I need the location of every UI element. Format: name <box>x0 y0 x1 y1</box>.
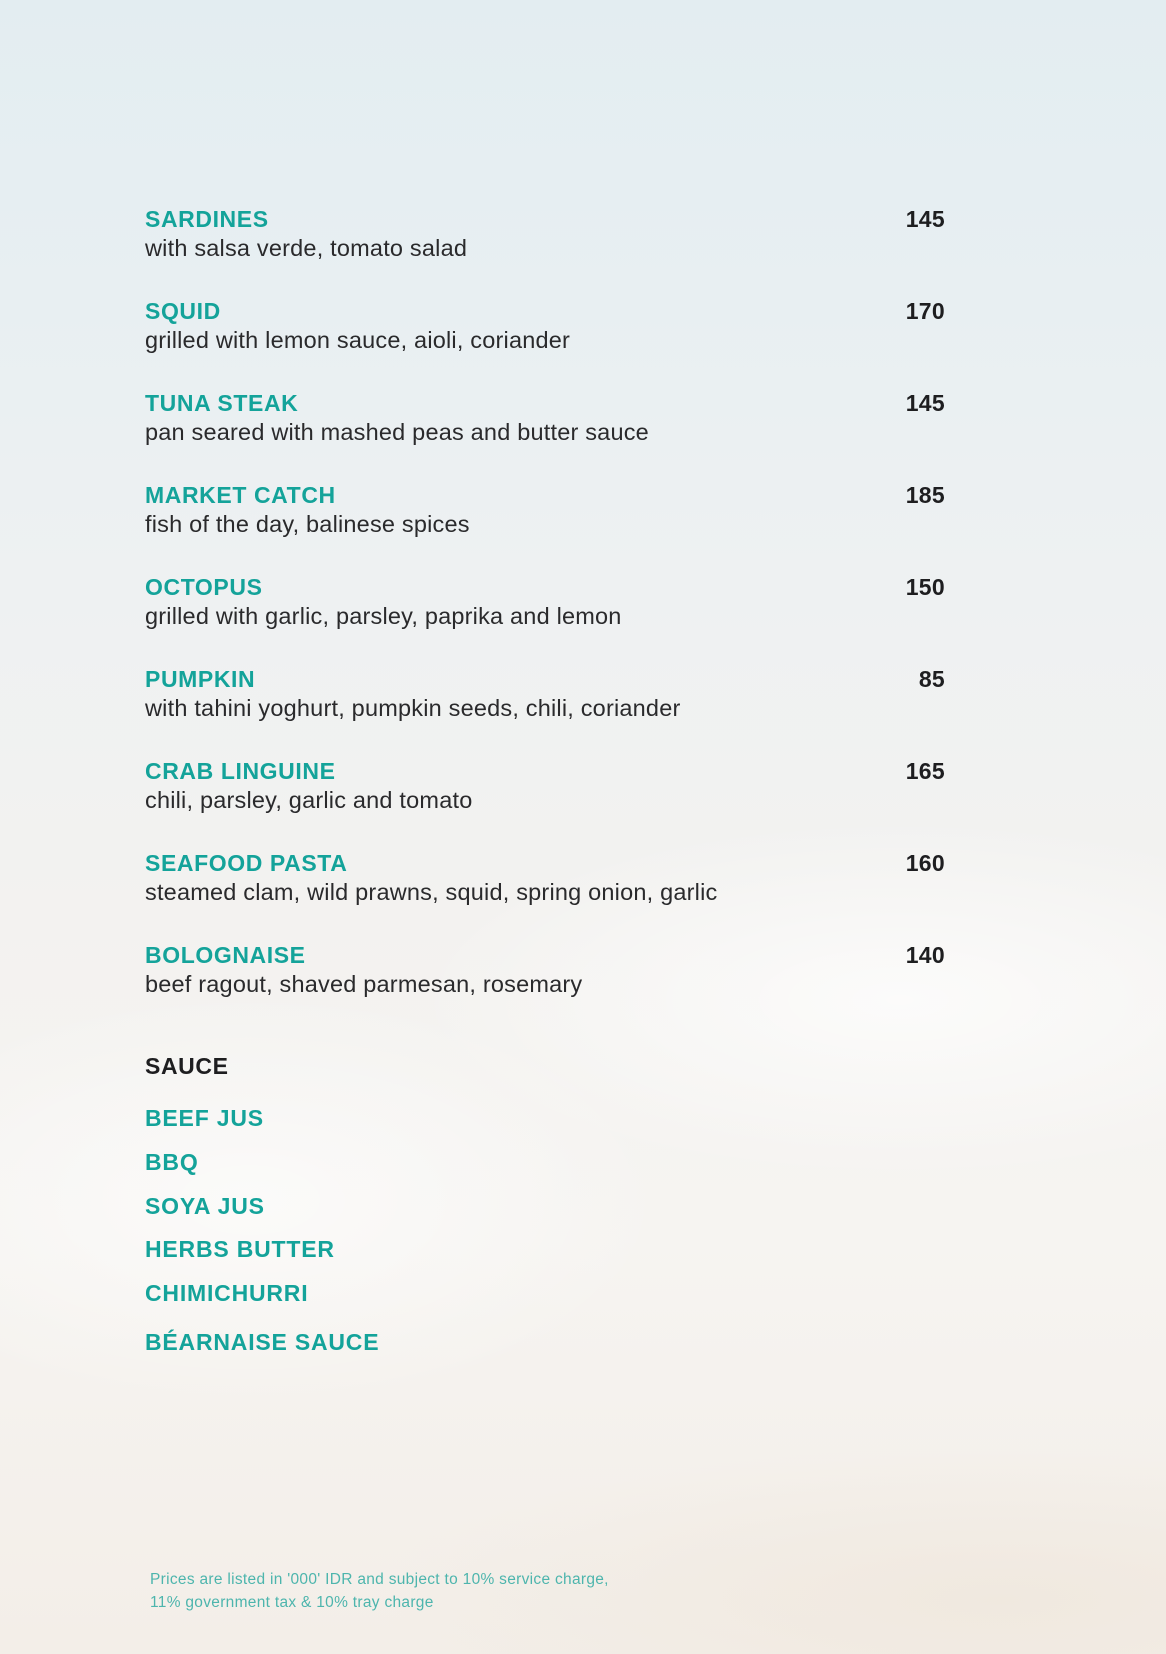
menu-item-pumpkin <box>145 666 945 740</box>
menu-item-crab-linguine <box>145 758 945 832</box>
item-price: 160 <box>905 850 945 876</box>
item-name: CRAB LINGUINE <box>145 758 336 784</box>
item-description: with tahini yoghurt, pumpkin seeds, chili, coriander <box>145 695 681 721</box>
item-name: SEAFOOD PASTA <box>145 850 348 876</box>
item-price: 140 <box>905 942 945 968</box>
item-description: steamed clam, wild prawns, squid, spring onion, garlic <box>145 879 718 905</box>
item-name: SQUID <box>145 298 221 324</box>
item-price: 145 <box>905 390 945 416</box>
sauce-item: CHIMICHURRI <box>145 1280 309 1306</box>
item-price: 185 <box>905 482 945 508</box>
price-disclaimer <box>150 1568 609 1614</box>
item-price: 145 <box>905 206 945 232</box>
item-name: BOLOGNAISE <box>145 942 306 968</box>
item-name: PUMPKIN <box>145 666 256 692</box>
menu-item-octopus <box>145 574 945 648</box>
sauce-item: BEEF JUS <box>145 1105 264 1131</box>
sauce-item: HERBS BUTTER <box>145 1236 335 1262</box>
menu-item-squid <box>145 298 945 372</box>
item-price: 165 <box>905 758 945 784</box>
sauce-item: BBQ <box>145 1149 199 1175</box>
item-description: chili, parsley, garlic and tomato <box>145 787 473 813</box>
menu-item-bolognaise <box>145 942 945 1016</box>
menu-item-seafood-pasta <box>145 850 945 924</box>
item-description: with salsa verde, tomato salad <box>145 235 468 261</box>
menu-item-market-catch <box>145 482 945 556</box>
item-name: MARKET CATCH <box>145 482 336 508</box>
disclaimer-line-1: Prices are listed in '000' IDR and subject to 10% service charge, <box>150 1571 609 1588</box>
menu-item-tuna-steak <box>145 390 945 464</box>
item-description: fish of the day, balinese spices <box>145 511 470 537</box>
menu-item-sardines <box>145 206 945 280</box>
sauce-item: BÉARNAISE SAUCE <box>145 1329 380 1355</box>
item-description: grilled with lemon sauce, aioli, coriander <box>145 327 571 353</box>
sauce-item: SOYA JUS <box>145 1193 265 1219</box>
item-price: 150 <box>905 574 945 600</box>
item-name: TUNA STEAK <box>145 390 299 416</box>
item-description: pan seared with mashed peas and butter sauce <box>145 419 649 445</box>
item-description: grilled with garlic, parsley, paprika and lemon <box>145 603 622 629</box>
item-description: beef ragout, shaved parmesan, rosemary <box>145 971 583 997</box>
sauce-section-title: SAUCE <box>145 1053 229 1079</box>
item-name: OCTOPUS <box>145 574 263 600</box>
item-name: SARDINES <box>145 206 269 232</box>
disclaimer-line-2: 11% government tax & 10% tray charge <box>150 1594 434 1611</box>
item-price: 85 <box>918 666 945 692</box>
item-price: 170 <box>905 298 945 324</box>
